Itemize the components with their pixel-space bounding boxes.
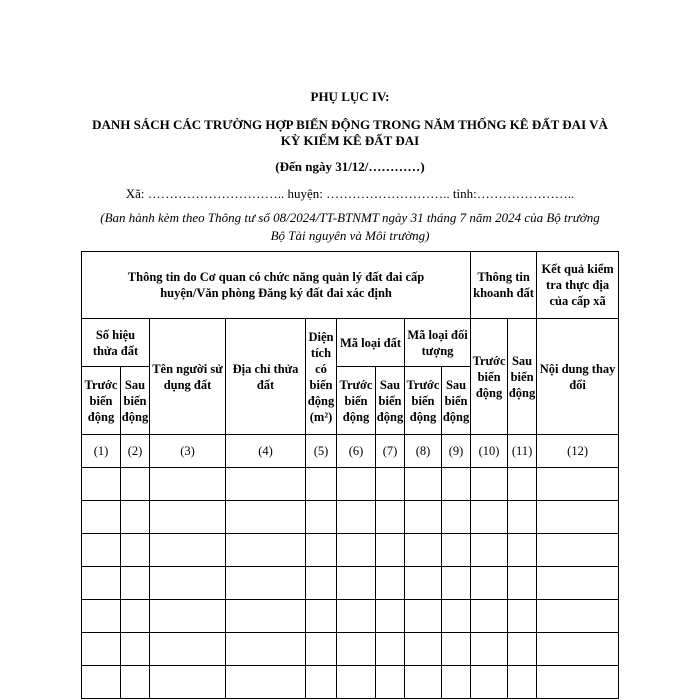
table-cell <box>82 468 121 501</box>
table-cell <box>82 633 121 666</box>
table-cell <box>376 567 405 600</box>
table-cell <box>405 666 442 699</box>
table-cell <box>121 666 150 699</box>
table-cell <box>150 567 226 600</box>
header-area: Diện tích có biến động (m²) <box>306 319 337 435</box>
table-cell <box>376 534 405 567</box>
table-cell <box>150 501 226 534</box>
table-cell <box>306 633 337 666</box>
table-cell <box>226 501 306 534</box>
table-cell <box>121 534 150 567</box>
table-cell <box>226 666 306 699</box>
table-cell <box>121 501 150 534</box>
table-row <box>82 567 619 600</box>
table-cell <box>121 567 150 600</box>
header-parcel-number-before: Trước biến động <box>82 367 121 435</box>
table-cell <box>150 468 226 501</box>
table-cell <box>226 567 306 600</box>
table-cell <box>471 666 508 699</box>
table-cell <box>442 534 471 567</box>
header-change-content: Nội dung thay đổi <box>537 319 619 435</box>
table-cell <box>150 600 226 633</box>
column-number: (9) <box>442 435 471 468</box>
column-number: (11) <box>508 435 537 468</box>
column-number: (6) <box>337 435 376 468</box>
header-address: Địa chỉ thửa đất <box>226 319 306 435</box>
table-cell <box>82 567 121 600</box>
table-row <box>82 468 619 501</box>
table-cell <box>405 534 442 567</box>
header-land-type-after: Sau biến động <box>376 367 405 435</box>
table-cell <box>442 501 471 534</box>
date-line: (Đến ngày 31/12/…………) <box>275 159 425 174</box>
table-cell <box>508 600 537 633</box>
table-cell <box>226 468 306 501</box>
table-cell <box>306 666 337 699</box>
table-cell <box>471 633 508 666</box>
header-object-type-before: Trước biến động <box>405 367 442 435</box>
table-cell <box>537 666 619 699</box>
header-land-type-code: Mã loại đất <box>337 319 405 367</box>
table-cell <box>537 501 619 534</box>
change-list-table <box>81 251 619 699</box>
header-field-result-group: Kết quả kiểm tra thực địa của cấp xã <box>537 252 619 319</box>
header-parcel-number: Số hiệu thửa đất <box>82 319 150 367</box>
table-cell <box>306 567 337 600</box>
header-parcel-number-after: Sau biến động <box>121 367 150 435</box>
table-cell <box>226 600 306 633</box>
table-cell <box>82 501 121 534</box>
table-cell <box>405 567 442 600</box>
appendix-heading: PHỤ LỤC IV: <box>310 89 390 104</box>
table-cell <box>508 666 537 699</box>
column-number: (8) <box>405 435 442 468</box>
table-cell <box>537 600 619 633</box>
location-line: Xã: ………………………….. huyện: ……………………….. tỉnh:………………….. <box>125 186 575 201</box>
column-number: (4) <box>226 435 306 468</box>
table-row <box>82 666 619 699</box>
table-cell <box>471 567 508 600</box>
table-cell <box>537 468 619 501</box>
table-row <box>82 501 619 534</box>
table-cell <box>537 534 619 567</box>
table-cell <box>471 534 508 567</box>
table-cell <box>121 633 150 666</box>
title-line-1: DANH SÁCH CÁC TRƯỜNG HỢP BIẾN ĐỘNG TRONG NĂM THỐNG KÊ ĐẤT ĐAI VÀ <box>92 117 608 132</box>
table-cell <box>442 633 471 666</box>
table-cell <box>508 534 537 567</box>
table-cell <box>150 666 226 699</box>
table-cell <box>306 501 337 534</box>
table-cell <box>150 534 226 567</box>
header-land-info-group: Thông tin do Cơ quan có chức năng quản lý đất đai cấp huyện/Văn phòng Đăng ký đất đai xác định <box>82 252 471 319</box>
header-owner-name: Tên người sử dụng đất <box>150 319 226 435</box>
table-cell <box>537 567 619 600</box>
table-cell <box>226 534 306 567</box>
table-cell <box>508 468 537 501</box>
table-cell <box>471 468 508 501</box>
header-object-type-after: Sau biến động <box>442 367 471 435</box>
table-cell <box>150 633 226 666</box>
table-cell <box>405 468 442 501</box>
table-cell <box>442 567 471 600</box>
table-cell <box>337 666 376 699</box>
header-parcel-before: Trước biến động <box>471 319 508 435</box>
header-object-type-code: Mã loại đối tượng <box>405 319 471 367</box>
table-cell <box>376 666 405 699</box>
header-land-type-before: Trước biến động <box>337 367 376 435</box>
table-cell <box>442 600 471 633</box>
table-row <box>82 633 619 666</box>
table-cell <box>337 633 376 666</box>
column-number: (7) <box>376 435 405 468</box>
column-number: (5) <box>306 435 337 468</box>
column-number: (1) <box>82 435 121 468</box>
issued-line-1: (Ban hành kèm theo Thông tư số 08/2024/TT-BTNMT ngày 31 tháng 7 năm 2024 của Bộ trưởng <box>100 210 600 225</box>
table-cell <box>82 600 121 633</box>
table-row <box>82 534 619 567</box>
column-number: (12) <box>537 435 619 468</box>
table-row <box>82 600 619 633</box>
table-cell <box>471 501 508 534</box>
table-cell <box>121 468 150 501</box>
issued-line-2: Bộ Tài nguyên và Môi trường) <box>270 228 430 243</box>
table-cell <box>337 534 376 567</box>
table-cell <box>337 501 376 534</box>
table-cell <box>471 600 508 633</box>
table-cell <box>226 633 306 666</box>
table-cell <box>508 633 537 666</box>
column-number: (3) <box>150 435 226 468</box>
title-line-2: KỲ KIỂM KÊ ĐẤT ĐAI <box>280 133 420 148</box>
table-cell <box>82 534 121 567</box>
change-list-table-wrapper <box>81 251 618 699</box>
table-cell <box>306 600 337 633</box>
table-cell <box>508 501 537 534</box>
table-cell <box>337 468 376 501</box>
header-parcel-after: Sau biến động <box>508 319 537 435</box>
table-cell <box>376 600 405 633</box>
table-cell <box>508 567 537 600</box>
header-parcel-group: Thông tin khoanh đất <box>471 252 537 319</box>
table-cell <box>306 468 337 501</box>
table-cell <box>337 600 376 633</box>
column-number: (2) <box>121 435 150 468</box>
table-cell <box>442 666 471 699</box>
table-cell <box>306 534 337 567</box>
table-cell <box>442 468 471 501</box>
table-cell <box>376 468 405 501</box>
table-cell <box>82 666 121 699</box>
table-cell <box>405 600 442 633</box>
table-cell <box>376 501 405 534</box>
table-cell <box>405 501 442 534</box>
table-cell <box>405 633 442 666</box>
table-cell <box>376 633 405 666</box>
table-cell <box>121 600 150 633</box>
column-number: (10) <box>471 435 508 468</box>
table-cell <box>337 567 376 600</box>
table-cell <box>537 633 619 666</box>
